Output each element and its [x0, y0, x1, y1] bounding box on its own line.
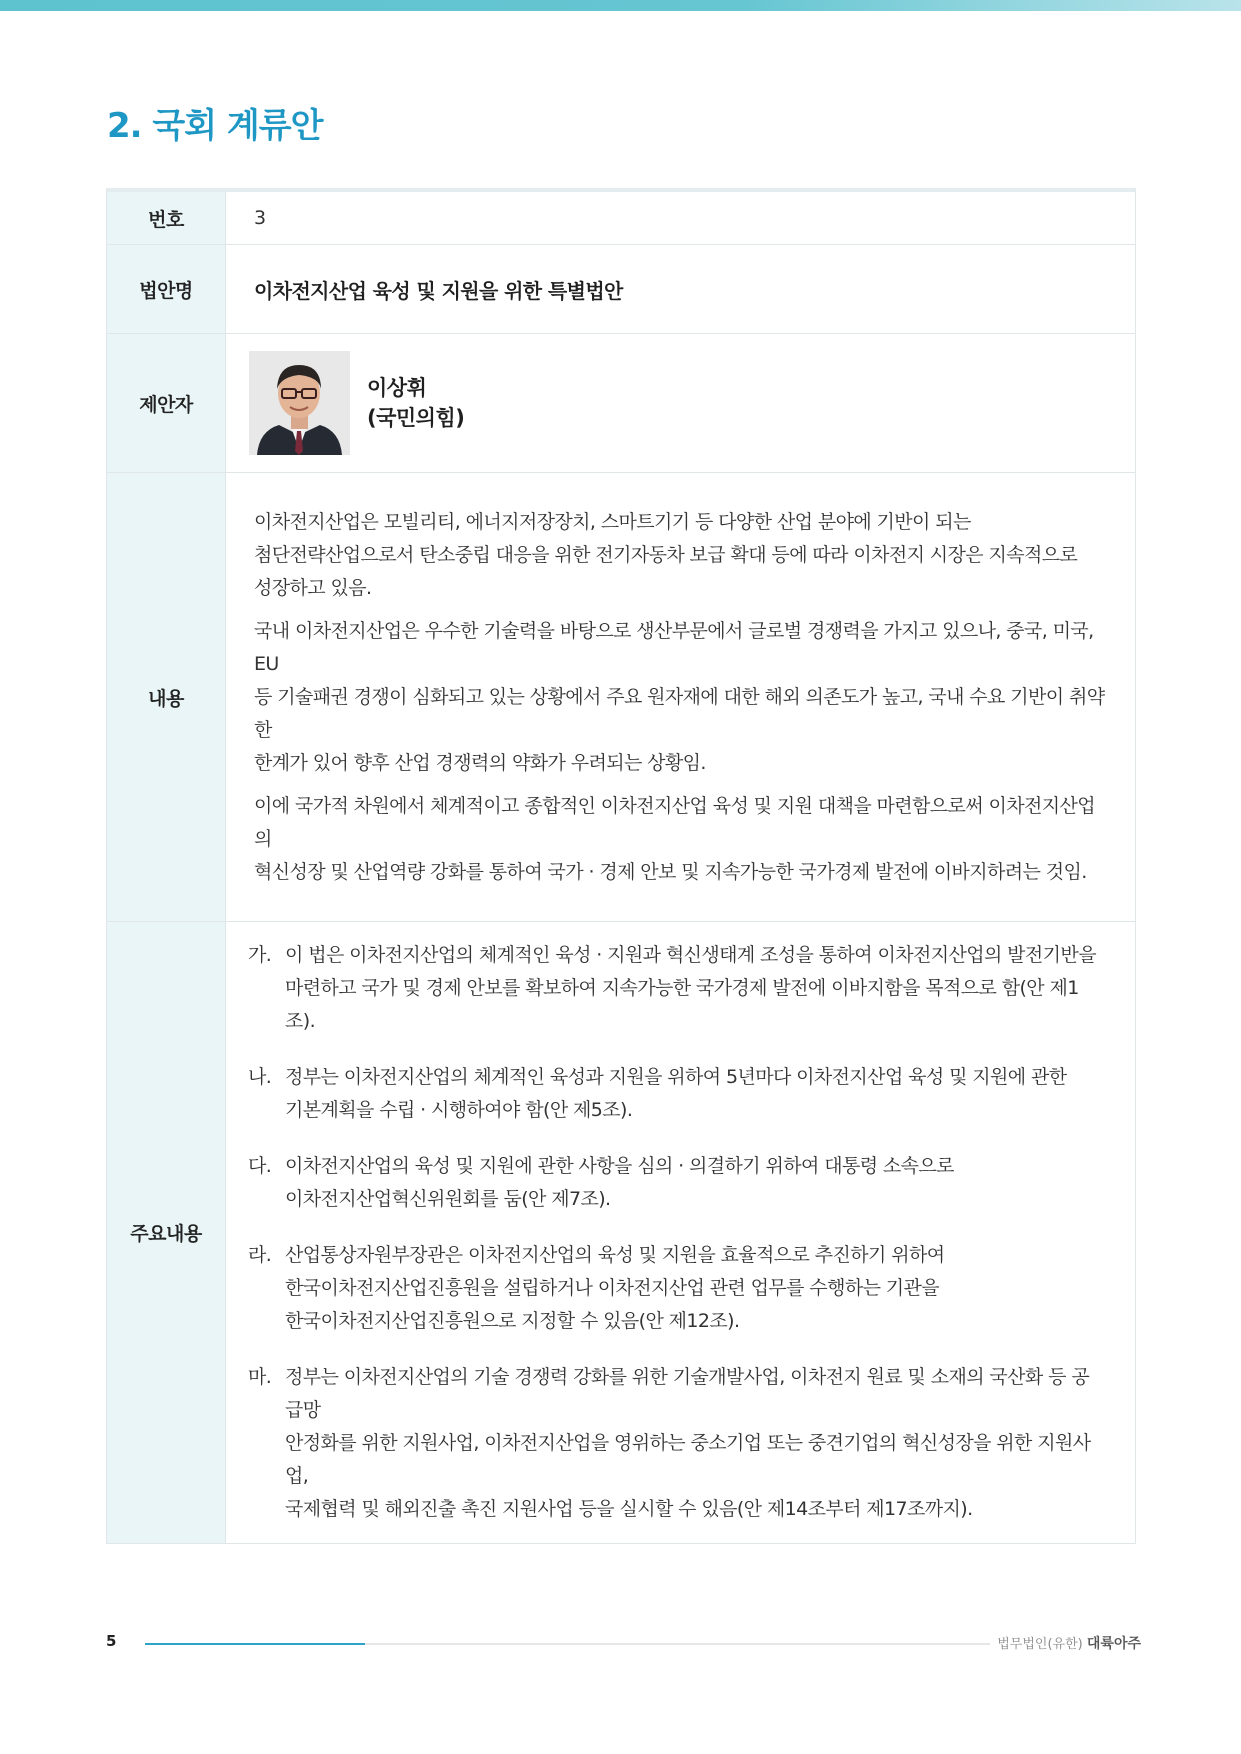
bill-name-cell — [226, 245, 1135, 333]
content-line: 이에 국가적 차원에서 체계적이고 종합적인 이차전지산업 육성 및 지원 대책을 마련함으로써 이차전지산업의 — [254, 794, 1096, 850]
summary-marker: 나. — [248, 1066, 272, 1088]
summary-cell — [226, 922, 1135, 1543]
summary-marker: 라. — [248, 1244, 272, 1266]
proposer-info — [367, 373, 464, 433]
summary-line: 국제협력 및 해외진출 촉진 지원사업 등을 실시할 수 있음(안 제14조부터 제17조까지). — [285, 1498, 973, 1520]
top-accent-bar — [0, 0, 1241, 11]
summary-line: 한국이차전지산업진흥원으로 지정할 수 있음(안 제12조). — [285, 1310, 740, 1332]
page-progress-track — [145, 1643, 990, 1645]
number-cell — [226, 192, 1135, 244]
proposer-portrait-icon — [249, 351, 350, 455]
proposer-photo — [249, 351, 350, 455]
summary-marker: 마. — [248, 1366, 272, 1388]
summary-line: 마련하고 국가 및 경제 안보를 확보하여 지속가능한 국가경제 발전에 이바지함을 목적으로 함(안 제1조). — [285, 977, 1079, 1032]
proposer-cell — [226, 334, 1135, 472]
row-bill-name — [107, 245, 1135, 334]
summary-list — [248, 939, 1101, 1526]
proposer-label: 제안자 — [107, 334, 226, 472]
summary-text — [285, 1150, 1101, 1216]
row-summary — [107, 922, 1135, 1543]
content-line: 국내 이차전지산업은 우수한 기술력을 바탕으로 생산부문에서 글로벌 경쟁력을 가지고 있으나, 중국, 미국, EU — [254, 619, 1094, 675]
section-title: 2. 국회 계류안 — [107, 106, 323, 146]
summary-line: 정부는 이차전지산업의 체계적인 육성과 지원을 위하여 5년마다 이차전지산업 육성 및 지원에 관한 — [285, 1066, 1067, 1088]
summary-line: 기본계획을 수립 · 시행하여야 함(안 제5조). — [285, 1099, 633, 1121]
summary-text — [285, 1239, 1101, 1338]
content-line: 한계가 있어 향후 산업 경쟁력의 약화가 우려되는 상황임. — [254, 751, 706, 774]
summary-item — [248, 939, 1101, 1038]
content-cell — [226, 473, 1135, 921]
summary-label: 주요내용 — [107, 922, 226, 1543]
summary-text — [285, 1361, 1101, 1526]
summary-text — [285, 1061, 1101, 1127]
summary-item — [248, 1150, 1101, 1216]
row-content — [107, 473, 1135, 922]
bill-name-label: 법안명 — [107, 245, 226, 333]
number-label: 번호 — [107, 192, 226, 244]
content-paragraph — [254, 506, 1107, 605]
number-value: 3 — [254, 207, 267, 229]
page-number: 5 — [106, 1632, 117, 1650]
summary-marker: 가. — [248, 944, 272, 966]
row-number — [107, 192, 1135, 245]
firm-name: 대륙아주 — [1086, 1636, 1141, 1652]
summary-line: 이차전지산업의 육성 및 지원에 관한 사항을 심의 · 의결하기 위하여 대통령 소속으로 — [285, 1155, 954, 1177]
content-paragraph — [254, 615, 1107, 780]
bill-info-table — [106, 188, 1136, 1544]
content-paragraphs — [254, 506, 1107, 889]
summary-item — [248, 1239, 1101, 1338]
summary-line: 안정화를 위한 지원사업, 이차전지산업을 영위하는 중소기업 또는 중견기업의 혁신성장을 위한 지원사업, — [285, 1432, 1091, 1487]
content-line: 이차전지산업은 모빌리티, 에너지저장장치, 스마트기기 등 다양한 산업 분야에 기반이 되는 — [254, 510, 971, 533]
page-progress-fill — [145, 1643, 365, 1645]
content-paragraph — [254, 790, 1107, 889]
summary-text — [285, 939, 1101, 1038]
bill-name-value: 이차전지산업 육성 및 지원을 위한 특별법안 — [254, 278, 623, 303]
summary-marker: 다. — [248, 1155, 272, 1177]
content-label: 내용 — [107, 473, 226, 921]
summary-item — [248, 1061, 1101, 1127]
summary-line: 산업통상자원부장관은 이차전지산업의 육성 및 지원을 효율적으로 추진하기 위하여 — [285, 1244, 945, 1266]
content-line: 등 기술패권 경쟁이 심화되고 있는 상황에서 주요 원자재에 대한 해외 의존도가 높고, 국내 수요 기반이 취약한 — [254, 685, 1105, 741]
summary-item — [248, 1361, 1101, 1526]
summary-line: 정부는 이차전지산업의 기술 경쟁력 강화를 위한 기술개발사업, 이차전지 원료 및 소재의 국산화 등 공급망 — [285, 1366, 1090, 1421]
firm-prefix: 법무법인(유한) — [997, 1637, 1083, 1652]
content-line: 첨단전략산업으로서 탄소중립 대응을 위한 전기자동차 보급 확대 등에 따라 이차전지 시장은 지속적으로 — [254, 543, 1078, 566]
firm-credit — [997, 1633, 1141, 1653]
content-line: 성장하고 있음. — [254, 576, 372, 599]
row-proposer — [107, 334, 1135, 473]
summary-line: 이 법은 이차전지산업의 체계적인 육성 · 지원과 혁신생태계 조성을 통하여 이차전지산업의 발전기반을 — [285, 944, 1096, 966]
proposer-name: 이상휘 — [367, 376, 427, 400]
proposer-party: (국민의힘) — [367, 406, 465, 430]
summary-line: 이차전지산업혁신위원회를 둠(안 제7조). — [285, 1188, 611, 1210]
summary-line: 한국이차전지산업진흥원을 설립하거나 이차전지산업 관련 업무를 수행하는 기관을 — [285, 1277, 940, 1299]
content-line: 혁신성장 및 산업역량 강화를 통하여 국가 · 경제 안보 및 지속가능한 국가경제 발전에 이바지하려는 것임. — [254, 860, 1087, 883]
